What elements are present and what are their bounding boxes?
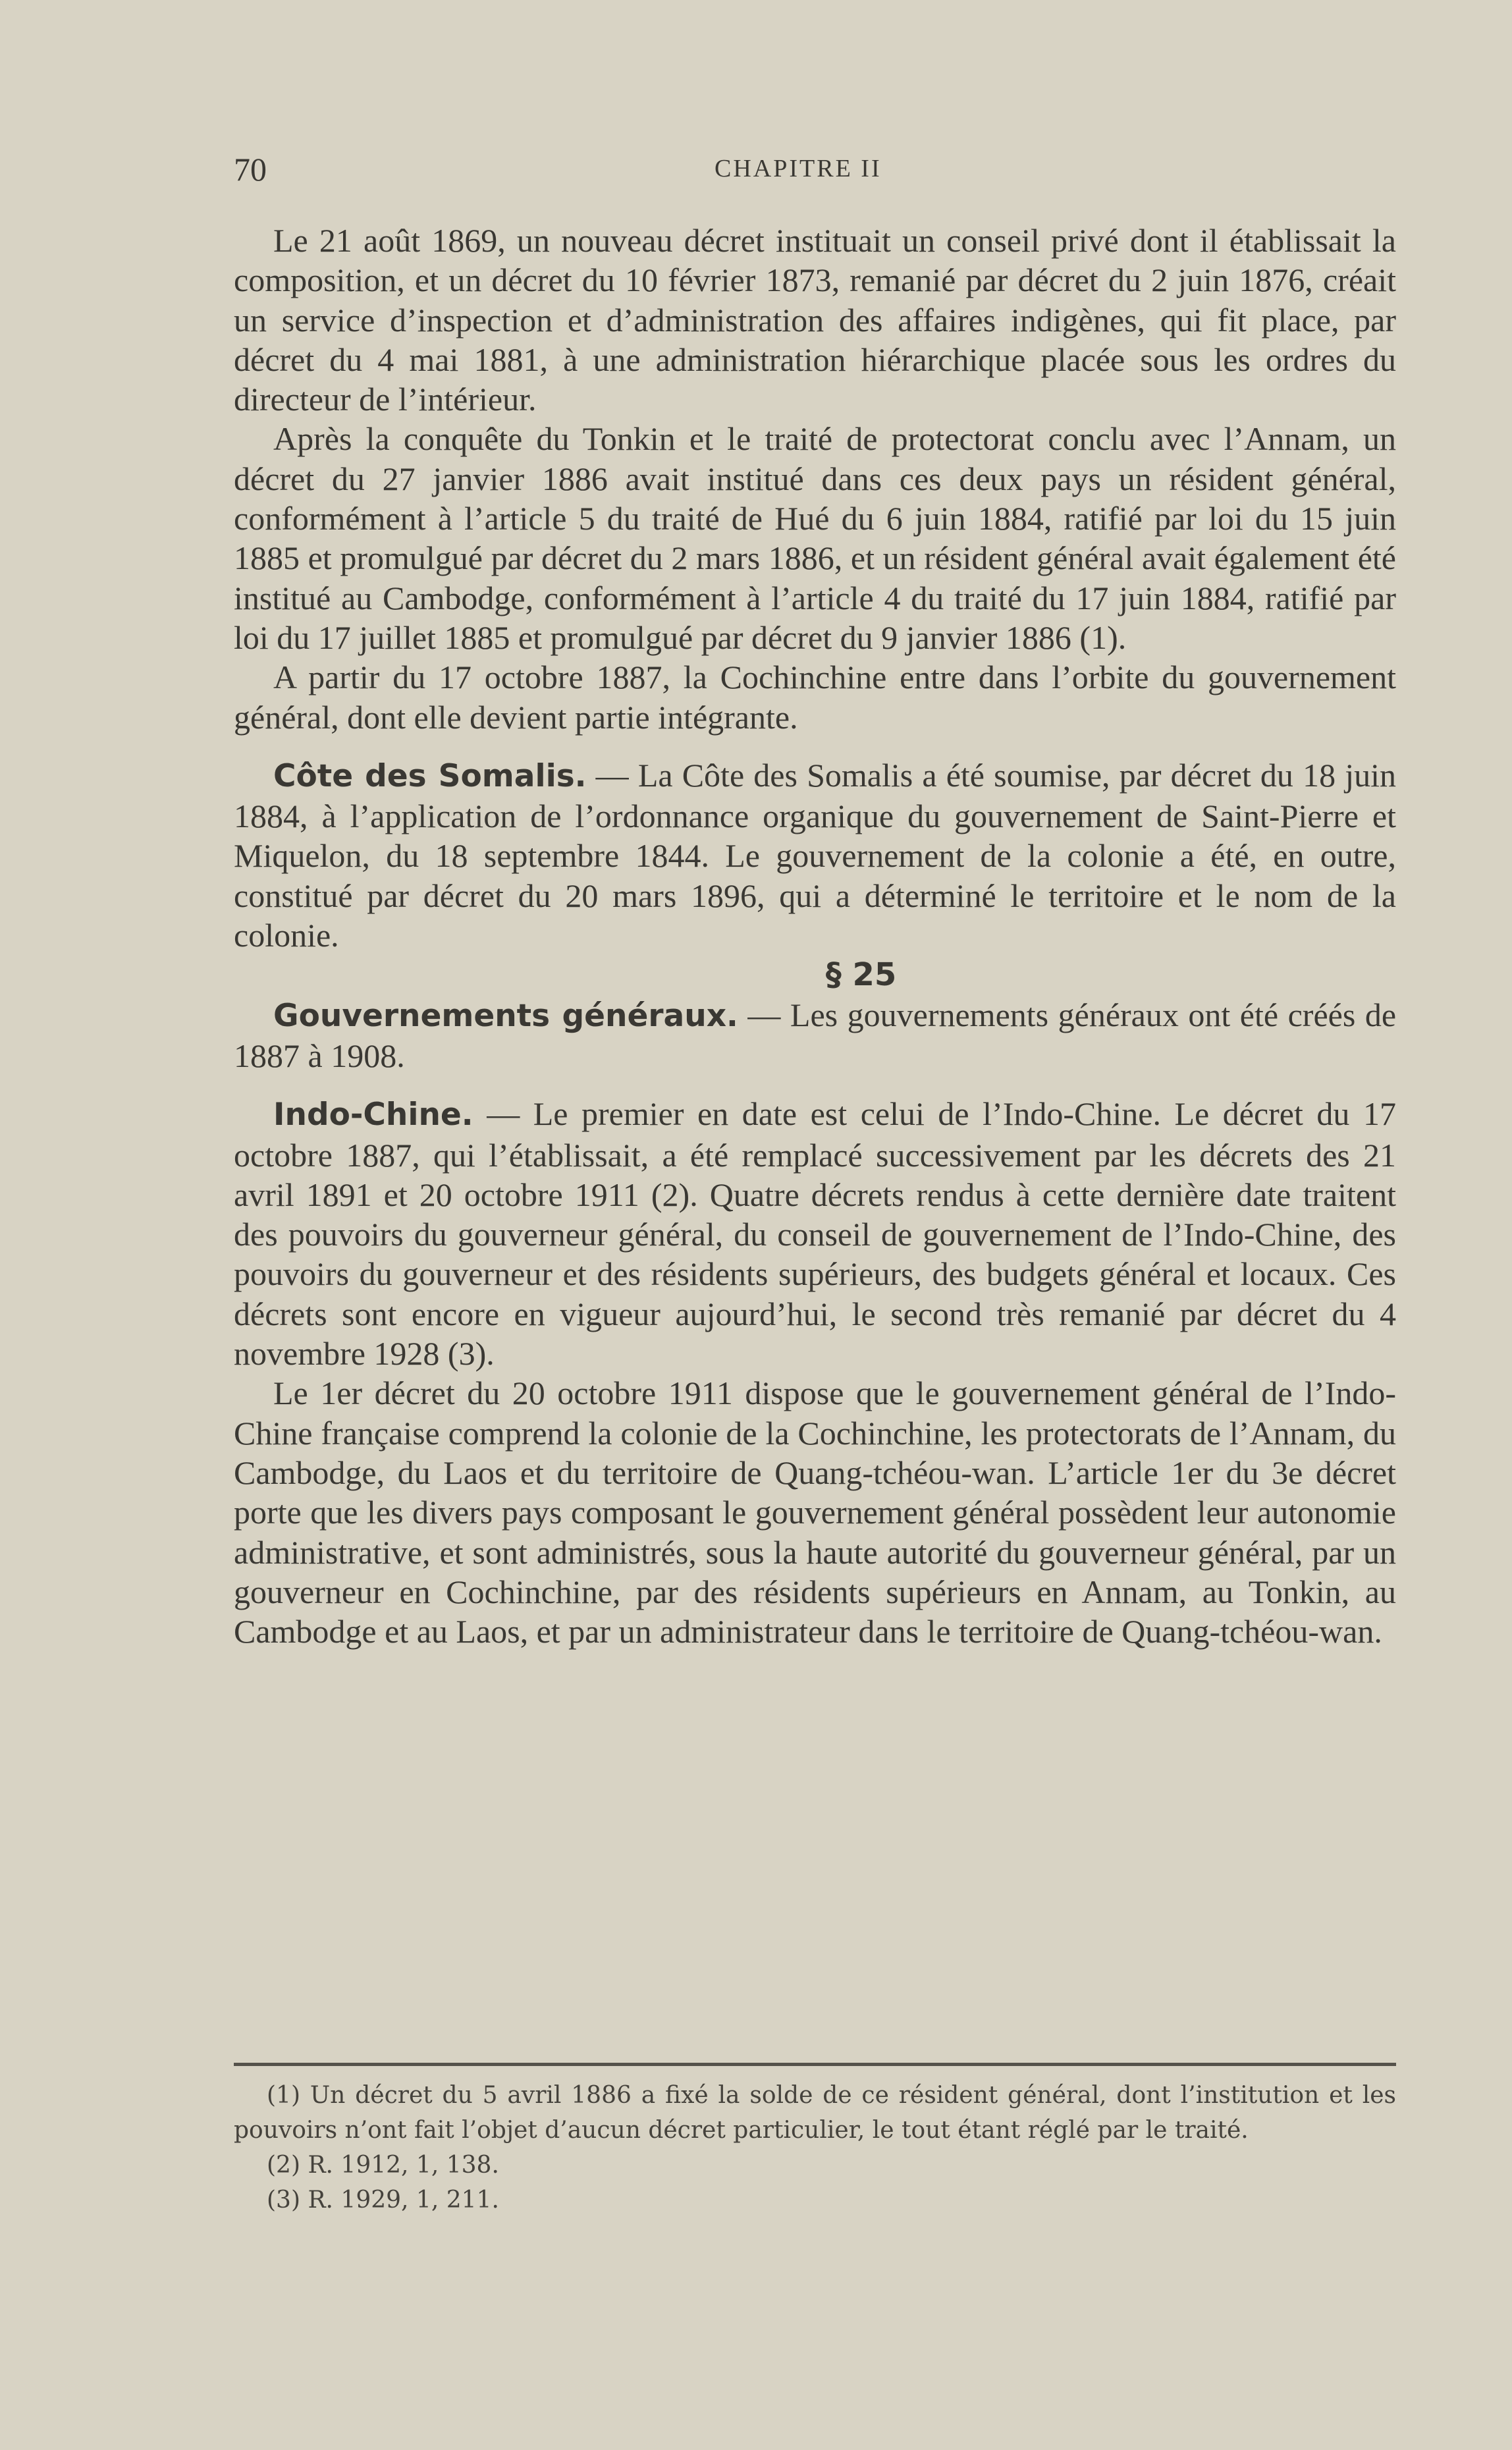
section-number: § 25 xyxy=(825,956,897,994)
paragraph-cote-des-somalis xyxy=(234,755,1396,955)
runin-heading: Côte des Somalis. xyxy=(273,757,587,794)
paragraph: Après la conquête du Tonkin et le traité de protectorat conclu avec l’Annam, un décret du 27 janvier 1886 avait institué dans ces deux pays un résident général, conformément à l’article 5 du traité de Hué du 6 juin 1884, ratifié par loi du 15 juin 1885 et promulgué par décret du 2 mars 1886, et un résident général avait également été institué au Cambodge, conformément à l’article 4 du traité du 17 juin 1884, ratifié par loi du 17 juillet 1885 et promulgué par décret du 9 janvier 1886 (1). xyxy=(234,420,1396,656)
paragraph-text: — La Côte des Somalis a été soumise, par décret du 18 juin 1884, à l’application de l’ordonnance organique du gouvernement de Saint-Pierre et Miquelon, du 18 septembre 1844. Le gouvernement de la colonie a été, en outre, constitué par décret du 20 mars 1896, qui a déterminé le territoire et le nom de la colonie. xyxy=(234,756,1396,954)
paragraph-text: — Les gouvernements généraux ont été créés de 1887 à 1908. xyxy=(234,996,1397,1074)
paragraph-gouvernements-generaux xyxy=(234,995,1396,1076)
footnote: (3) R. 1929, 1, 211. xyxy=(267,2187,499,2214)
paragraph-text: — Le premier en date est celui de l’Indo-Chine. Le décret du 17 octobre 1887, qui l’établissait, a été remplacé successivement par les décrets des 21 avril 1891 et 20 octobre 1911 (2). Quatre décrets rendus à cette dernière date traitent des pouvoirs du gouverneur général, du conseil de gouvernement de l’Indo-Chine, des pouvoirs du gouverneur et des résidents supérieurs, des budgets général et locaux. Ces décrets sont encore en vigueur aujourd’hui, le second très remanié par décret du 4 novembre 1928 (3). xyxy=(234,1095,1396,1373)
footnotes xyxy=(234,2078,1396,2218)
paragraph: A partir du 17 octobre 1887, la Cochinchine entre dans l’orbite du gouvernement général, dont elle devient partie intégrante. xyxy=(234,659,1396,736)
paragraph-indo-chine xyxy=(234,1094,1396,1373)
footnote: (2) R. 1912, 1, 138. xyxy=(267,2152,499,2179)
footnote-divider xyxy=(234,2063,1396,2066)
body-text xyxy=(234,221,1396,1651)
page-header xyxy=(234,150,1396,190)
footnote: (1) Un décret du 5 avril 1886 a fixé la solde de ce résident général, dont l’institution et les pouvoirs n’ont fait l’objet d’aucun décret particulier, le tout étant réglé par le traité. xyxy=(234,2082,1396,2144)
paragraph: Le 1er décret du 20 octobre 1911 dispose que le gouvernement général de l’Indo-Chine française comprend la colonie de la Cochinchine, les protectorats de l’Annam, du Cambodge, du Laos et du territoire de Quang-tchéou-wan. L’article 1er du 3e décret porte que les divers pays composant le gouvernement général possèdent leur autonomie administrative, et sont administrés, sous la haute autorité du gouverneur général, par un gouverneur en Cochinchine, par des résidents supérieurs en Annam, au Tonkin, au Cambodge et au Laos, et par un administrateur dans le territoire de Quang-tchéou-wan. xyxy=(234,1375,1396,1650)
running-title: CHAPITRE II xyxy=(715,155,882,182)
page-number: 70 xyxy=(234,151,267,188)
runin-heading: Indo-Chine. xyxy=(273,1097,473,1133)
runin-heading: Gouvernements généraux. xyxy=(273,997,738,1034)
paragraph: Le 21 août 1869, un nouveau décret instituait un conseil privé dont il établissait la composition, et un décret du 10 février 1873, remanié par décret du 2 juin 1876, créait un service d’inspection et d’administration des affaires indigènes, qui fit place, par décret du 4 mai 1881, à une administration hiérarchique placée sous les ordres du directeur de l’intérieur. xyxy=(234,222,1396,418)
